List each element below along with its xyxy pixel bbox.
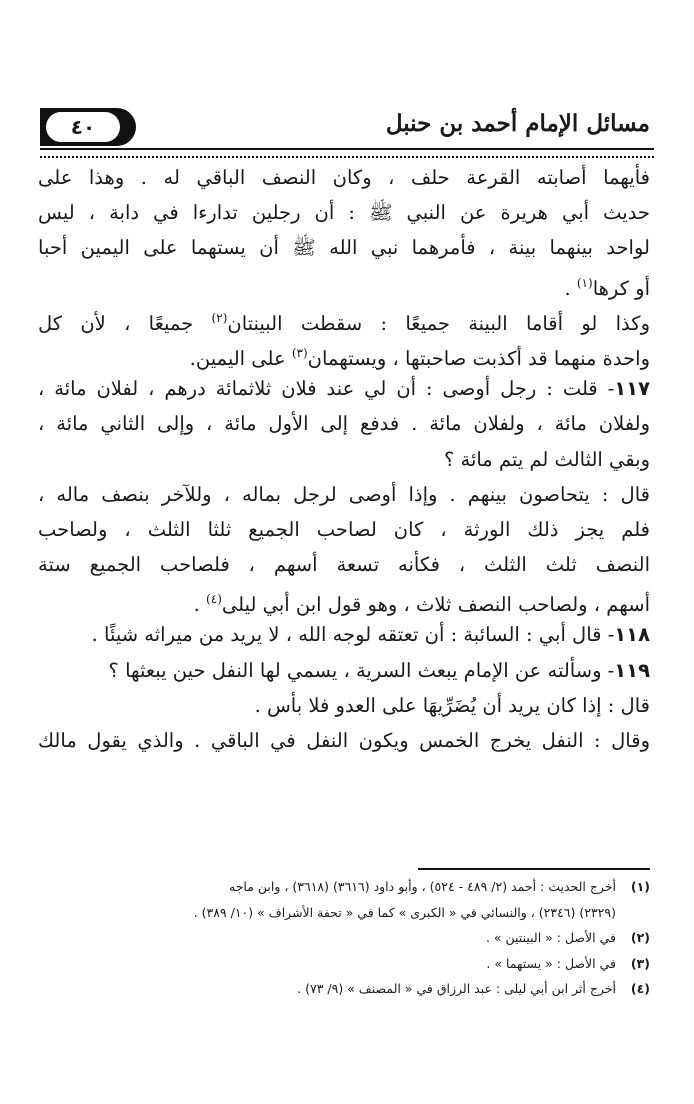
line-text: - قلت : رجل أوصى : أن لي عند فلان ثلاثمائة درهم ، لفلان مائة ، (38, 377, 615, 401)
text-line: ولفلان مائة ، ولفلان مائة . فدفع إلى الأول مائة ، وإلى الثاني مائة ، (38, 412, 650, 436)
line-text: . (193, 593, 207, 617)
footnote-text: أخرج أثر ابن أبي ليلى : عبد الرزاق في « المصنف » (٩/ ٧٣) . (297, 981, 617, 996)
text-line: فأيهما أصابته القرعة حلف ، وكان النصف الباقي له . وهذا على (38, 166, 650, 189)
text-line: أو كرها$^{(١)}$ . (564, 275, 650, 300)
line-text: وكذا لو أقاما البينة جميعًا : سقطت البينتان (227, 311, 650, 335)
text-line: لواحد بينهما بينة ، فأمرهما نبي الله ﷺ أن يستهما على اليمين أحبا (38, 236, 650, 260)
item-number: ١١٩ (614, 658, 650, 682)
text-line: النصف ثلث الثلث ، فكأنه تسعة أسهم ، فلصاحب الجميع ستة (38, 553, 650, 577)
text-line: وبقي الثالث لم يتم مائة ؟ (443, 447, 650, 471)
footnote-text: في الأصل : « يستهما » . (486, 955, 617, 971)
footnote-separator (418, 868, 650, 870)
line-text: أسهم ، ولصاحب النصف ثلاث ، وهو قول ابن أبي ليلى (221, 593, 650, 617)
footnote-ref-1: (١) (576, 275, 593, 290)
footnote (38, 925, 650, 951)
text-line (38, 582, 650, 617)
line-text: واحدة منهما قد أكذبت صاحبتها ، ويستهمان (307, 346, 650, 370)
footnote-ref-4: (٤) (206, 592, 222, 607)
item-number: ١١٧ (614, 377, 650, 401)
footnote (38, 951, 650, 977)
item-118-line (38, 617, 650, 652)
footnote-number: (١) (630, 879, 650, 894)
footnote-text: (٢٣٢٩) (٢٣٤٦) ، والنسائي في « الكبرى » كما في « تحفة الأشراف » (١٠/ ٣٨٩) . (193, 904, 616, 920)
page-number: ٤٠ (46, 112, 120, 142)
item-number: ١١٨ (614, 623, 650, 647)
footnote-number: (٣) (630, 955, 650, 971)
page-header (40, 104, 654, 150)
footnote-ref-3: (٣) (291, 345, 308, 360)
text-line: قال : يتحاصون بينهم . وإذا أوصى لرجل بماله ، وللآخر بنصف ماله ، (38, 482, 650, 506)
footnotes (38, 874, 650, 1002)
item-119-line (38, 653, 650, 688)
footnote-text: في الأصل : « البينتين » . (485, 930, 617, 945)
text-line: وقال : النفل يخرج الخمس ويكون النفل في الباقي . والذي يقول مالك (38, 729, 650, 752)
text-line: فلم يجز ذلك الورثة ، كان لصاحب الجميع ثلثا الثلث ، ولصاحب (38, 517, 650, 541)
item-117-line (38, 371, 650, 406)
text-line (38, 301, 650, 336)
footnote-continuation (38, 900, 650, 926)
line-text: على اليمين. (189, 346, 292, 370)
page-number-badge (40, 108, 136, 146)
line-text: - وسألته عن الإمام يبعث السرية ، يسمي لها النفل حين يبعثها ؟ (108, 658, 615, 682)
footnote-ref-2: (٢) (211, 310, 228, 325)
footnote-number: (٢) (630, 930, 650, 945)
line-text: جميعًا ، لأن كل (38, 311, 212, 335)
main-text (38, 160, 650, 758)
text-line: قال : إذا كان يريد أن يُضَرِّيهَا على العدو فلا بأس . (254, 693, 650, 717)
footnote (38, 976, 650, 1002)
footnote-text: أخرج الحديث : أحمد (٢/ ٤٨٩ - ٥٢٤) ، وأبو داود (٣٦١٦) (٣٦١٨) ، وابن ماجه (229, 879, 617, 894)
text-line (38, 336, 650, 371)
text-line: حديث أبي هريرة عن النبي ﷺ : أن رجلين تدارءا في دابة ، ليس (38, 201, 650, 225)
footnote (38, 874, 650, 900)
line-text: أو كرها (592, 276, 650, 300)
running-title: مسائل الإمام أحمد بن حنبل (385, 110, 650, 137)
header-rule (40, 148, 654, 158)
footnote-number: (٤) (630, 981, 650, 996)
line-text: - قال أبي : السائبة : أن تعتقه لوجه الله ، لا يريد من ميراثه شيئًا . (91, 623, 615, 647)
